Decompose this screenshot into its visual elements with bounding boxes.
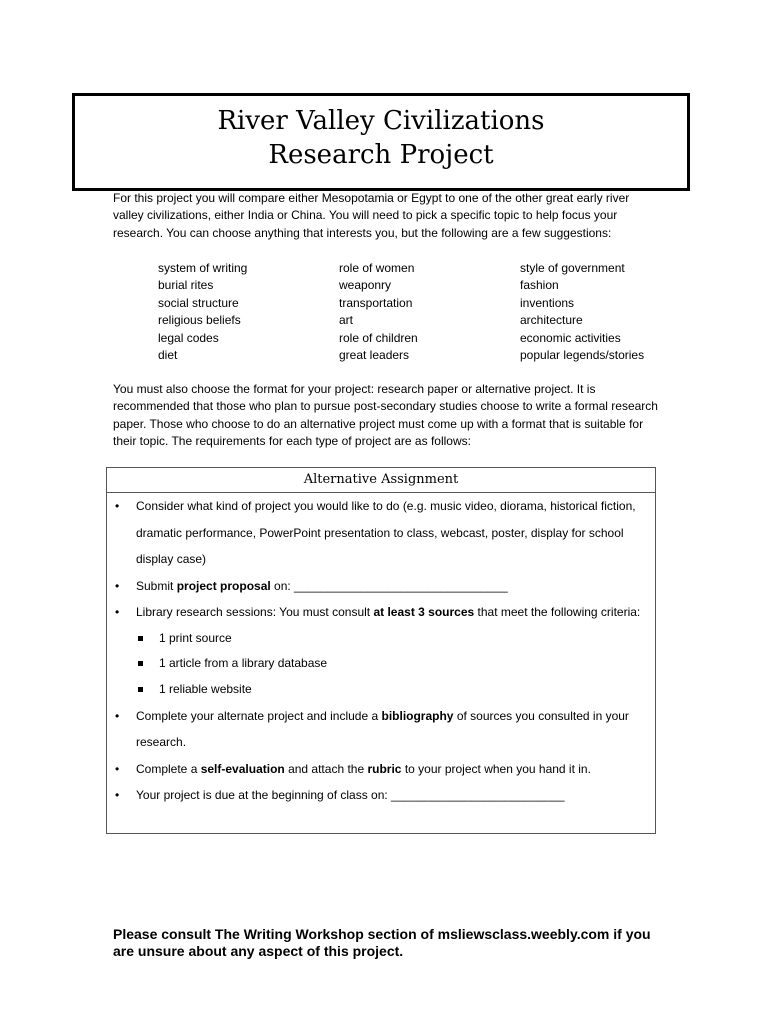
assignment-item [107, 599, 655, 703]
criteria-text: 1 print source [159, 630, 232, 645]
suggestion-item: art [339, 313, 354, 328]
suggestion-item: style of government [520, 261, 625, 275]
suggestion-row [158, 260, 678, 277]
assignment-text: and attach the [284, 761, 368, 776]
suggestion-item: great leaders [339, 348, 410, 363]
assignment-text: Consider what kind of project you would like to do (e.g. music video, diorama, historical fiction, dramatic performance, PowerPoint presentation to class, webcast, poster, display for school display case) [136, 499, 636, 566]
suggestion-row [158, 330, 678, 347]
suggestion-item: social structure [158, 295, 239, 310]
assignment-text: Your project is due at the beginning of class on: __________________________ [136, 788, 565, 803]
suggestion-item: diet [158, 348, 178, 363]
square-bullet-icon [138, 636, 143, 641]
title-line-2: Research Project [268, 140, 494, 170]
suggestion-item: popular legends/stories [520, 348, 645, 363]
assignment-item [107, 573, 655, 600]
suggestion-item: architecture [520, 313, 583, 328]
assignment-item [107, 493, 655, 573]
assignment-item [107, 703, 655, 756]
suggestion-row [158, 295, 678, 312]
bullet-icon: • [115, 499, 120, 513]
assignment-bold: self-evaluation [200, 761, 285, 776]
square-bullet-icon [138, 687, 143, 692]
bullet-icon: • [115, 708, 120, 723]
assignment-list [107, 493, 655, 809]
assignment-text: to your project when you hand it in. [401, 761, 591, 776]
assignment-text: of sources you consulted in your research. [136, 708, 629, 750]
suggestion-item: system of writing [158, 261, 248, 275]
suggestion-item: legal codes [158, 330, 219, 345]
suggestion-row [158, 277, 678, 294]
criteria-list [136, 626, 655, 703]
assignment-text: Complete a [136, 761, 201, 776]
alternative-assignment-table [106, 467, 656, 834]
intro-paragraph: For this project you will compare either Mesopotamia or Egypt to one of the other great early river valley civilizations, either India or China. You will need to pick a specific topic to help focus your research. You can choose anything that interests you, but the following are a few suggestions: [113, 191, 630, 240]
title-box [72, 93, 690, 191]
bullet-icon: • [115, 788, 120, 803]
assignment-heading: Alternative Assignment [107, 468, 655, 493]
assignment-item [107, 756, 655, 783]
suggestion-item: inventions [520, 295, 575, 310]
assignment-text: Submit [136, 578, 177, 593]
bullet-icon: • [115, 578, 120, 593]
criteria-item [136, 651, 655, 677]
assignment-bold: project proposal [176, 578, 271, 593]
suggestion-item: fashion [520, 278, 559, 293]
suggestion-item: economic activities [520, 330, 621, 345]
assignment-bold: rubric [367, 761, 402, 776]
assignment-bold: at least 3 sources [373, 605, 475, 619]
suggestion-item: role of children [339, 330, 418, 345]
bullet-icon: • [115, 605, 120, 619]
assignment-text: Library research sessions: You must consult [136, 605, 374, 619]
suggestion-item: religious beliefs [158, 313, 241, 328]
suggestion-item: role of women [339, 261, 415, 275]
title-line-1: River Valley Civilizations [217, 106, 545, 136]
format-paragraph: You must also choose the format for your project: research paper or alternative project. It is recommended that those who plan to pursue post-secondary studies choose to write a formal research paper. Those who choose to do an alternative project must come up with a format that is suitable for their topic. The requirements for each type of project are as follows: [113, 382, 658, 449]
criteria-item [136, 626, 655, 652]
assignment-bold: bibliography [381, 708, 454, 723]
footer-note: Please consult The Writing Workshop section of msliewsclass.weebly.com if you are unsure about any aspect of this project. [113, 926, 651, 959]
criteria-text: 1 reliable website [159, 682, 252, 697]
suggestion-item: transportation [339, 295, 413, 310]
suggestions-table [158, 260, 678, 364]
square-bullet-icon [138, 661, 143, 666]
criteria-item [136, 677, 655, 703]
assignment-text: on: ________________________________ [270, 578, 508, 593]
criteria-text: 1 article from a library database [159, 656, 328, 671]
assignment-item [107, 782, 655, 809]
suggestion-item: burial rites [158, 278, 214, 293]
suggestion-row [158, 312, 678, 329]
bullet-icon: • [115, 761, 120, 776]
assignment-text: Complete your alternate project and include a [136, 708, 382, 723]
suggestion-row [158, 347, 678, 364]
suggestion-item: weaponry [339, 278, 392, 293]
assignment-text: that meet the following criteria: [474, 605, 641, 619]
